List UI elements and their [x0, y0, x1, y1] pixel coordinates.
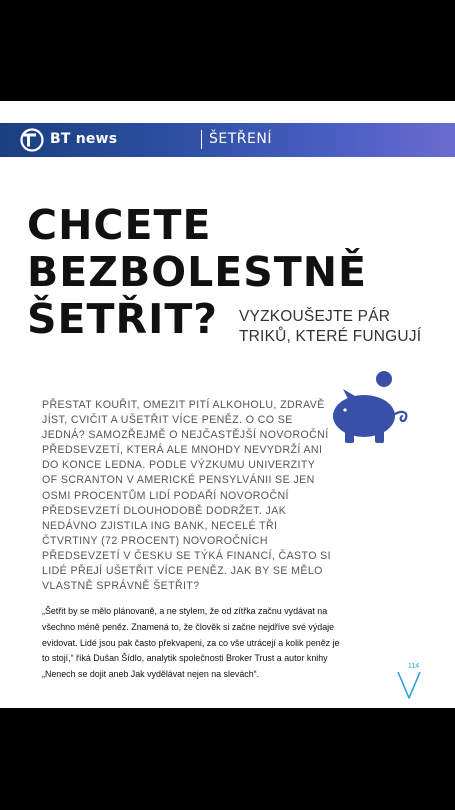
headline-line: BEZBOLESTNĚ	[27, 248, 368, 296]
headline-line: ŠETŘIT?	[27, 295, 219, 343]
article-lead: PŘESTAT KOUŘIT, OMEZIT PITÍ ALKOHOLU, ZDRAVĚ JÍST, CVIČIT A UŠETŘIT VÍCE PENĚZ. O CO SE JEDNÁ? SAMOZŘEJMĚ O NEJČASTĚJŠÍ NOVOROČNÍ PŘEDSEVZETÍ, KTERÁ ALE MNOHDY NEVYDRŽÍ ANI DO KONCE LEDNA. PODLE VÝZKUMU UNIVERZITY OF SCRANTON V AMERICKÉ PENSYLVÁNII SE JEN OSMI PROCENTŮM LIDÍ PODAŘÍ NOVOROČNÍ PŘEDSEVZETÍ DLOUHODOBĚ DODRŽET. JAK NEDÁVNO ZJISTILA ING BANK, NECELÉ TŘI ČTVRTINY (72 PROCENT) NOVOROČNÍCH PŘEDSEVZETÍ V ČESKU SE TÝKÁ FINANCÍ, ČASTO SI LIDÉ PŘEJÍ UŠETŘIT VÍCE PENĚZ. JAK BY SE MĚLO VLASTNĚ SPRÁVNĚ ŠETŘIT?	[42, 399, 331, 593]
article-quote: „Šetřit by se mělo plánovaně, a ne stylem, že od zítřka začnu vydávat na všechno méně peněz. Znamená to, že člověk si začne nejdříve své výdaje evidovat. Lidé jsou pak často překvapeni, za co vše utrácejí a kolik peněz je to stojí,“ říká Dušan Šídlo, analytik společnosti Broker Trust a autor knihy „Nenech se dojit aneb Jak vydělávat nejen na slevách“.	[42, 606, 340, 680]
section-divider	[201, 130, 202, 149]
page-number: 114	[408, 663, 420, 670]
magazine-page	[0, 101, 455, 708]
brand-name: BT news	[50, 131, 118, 147]
piggy-bank-icon	[318, 366, 418, 454]
headline-line: CHCETE	[27, 201, 212, 249]
v-mark-icon	[395, 662, 423, 700]
section-title: ŠETŘENÍ	[209, 131, 272, 147]
bt-logo-icon	[20, 128, 44, 152]
header-banner	[0, 123, 455, 157]
article-subheadline: VYZKOUŠEJTE PÁR TRIKŮ, KTERÉ FUNGUJÍ	[239, 308, 422, 345]
